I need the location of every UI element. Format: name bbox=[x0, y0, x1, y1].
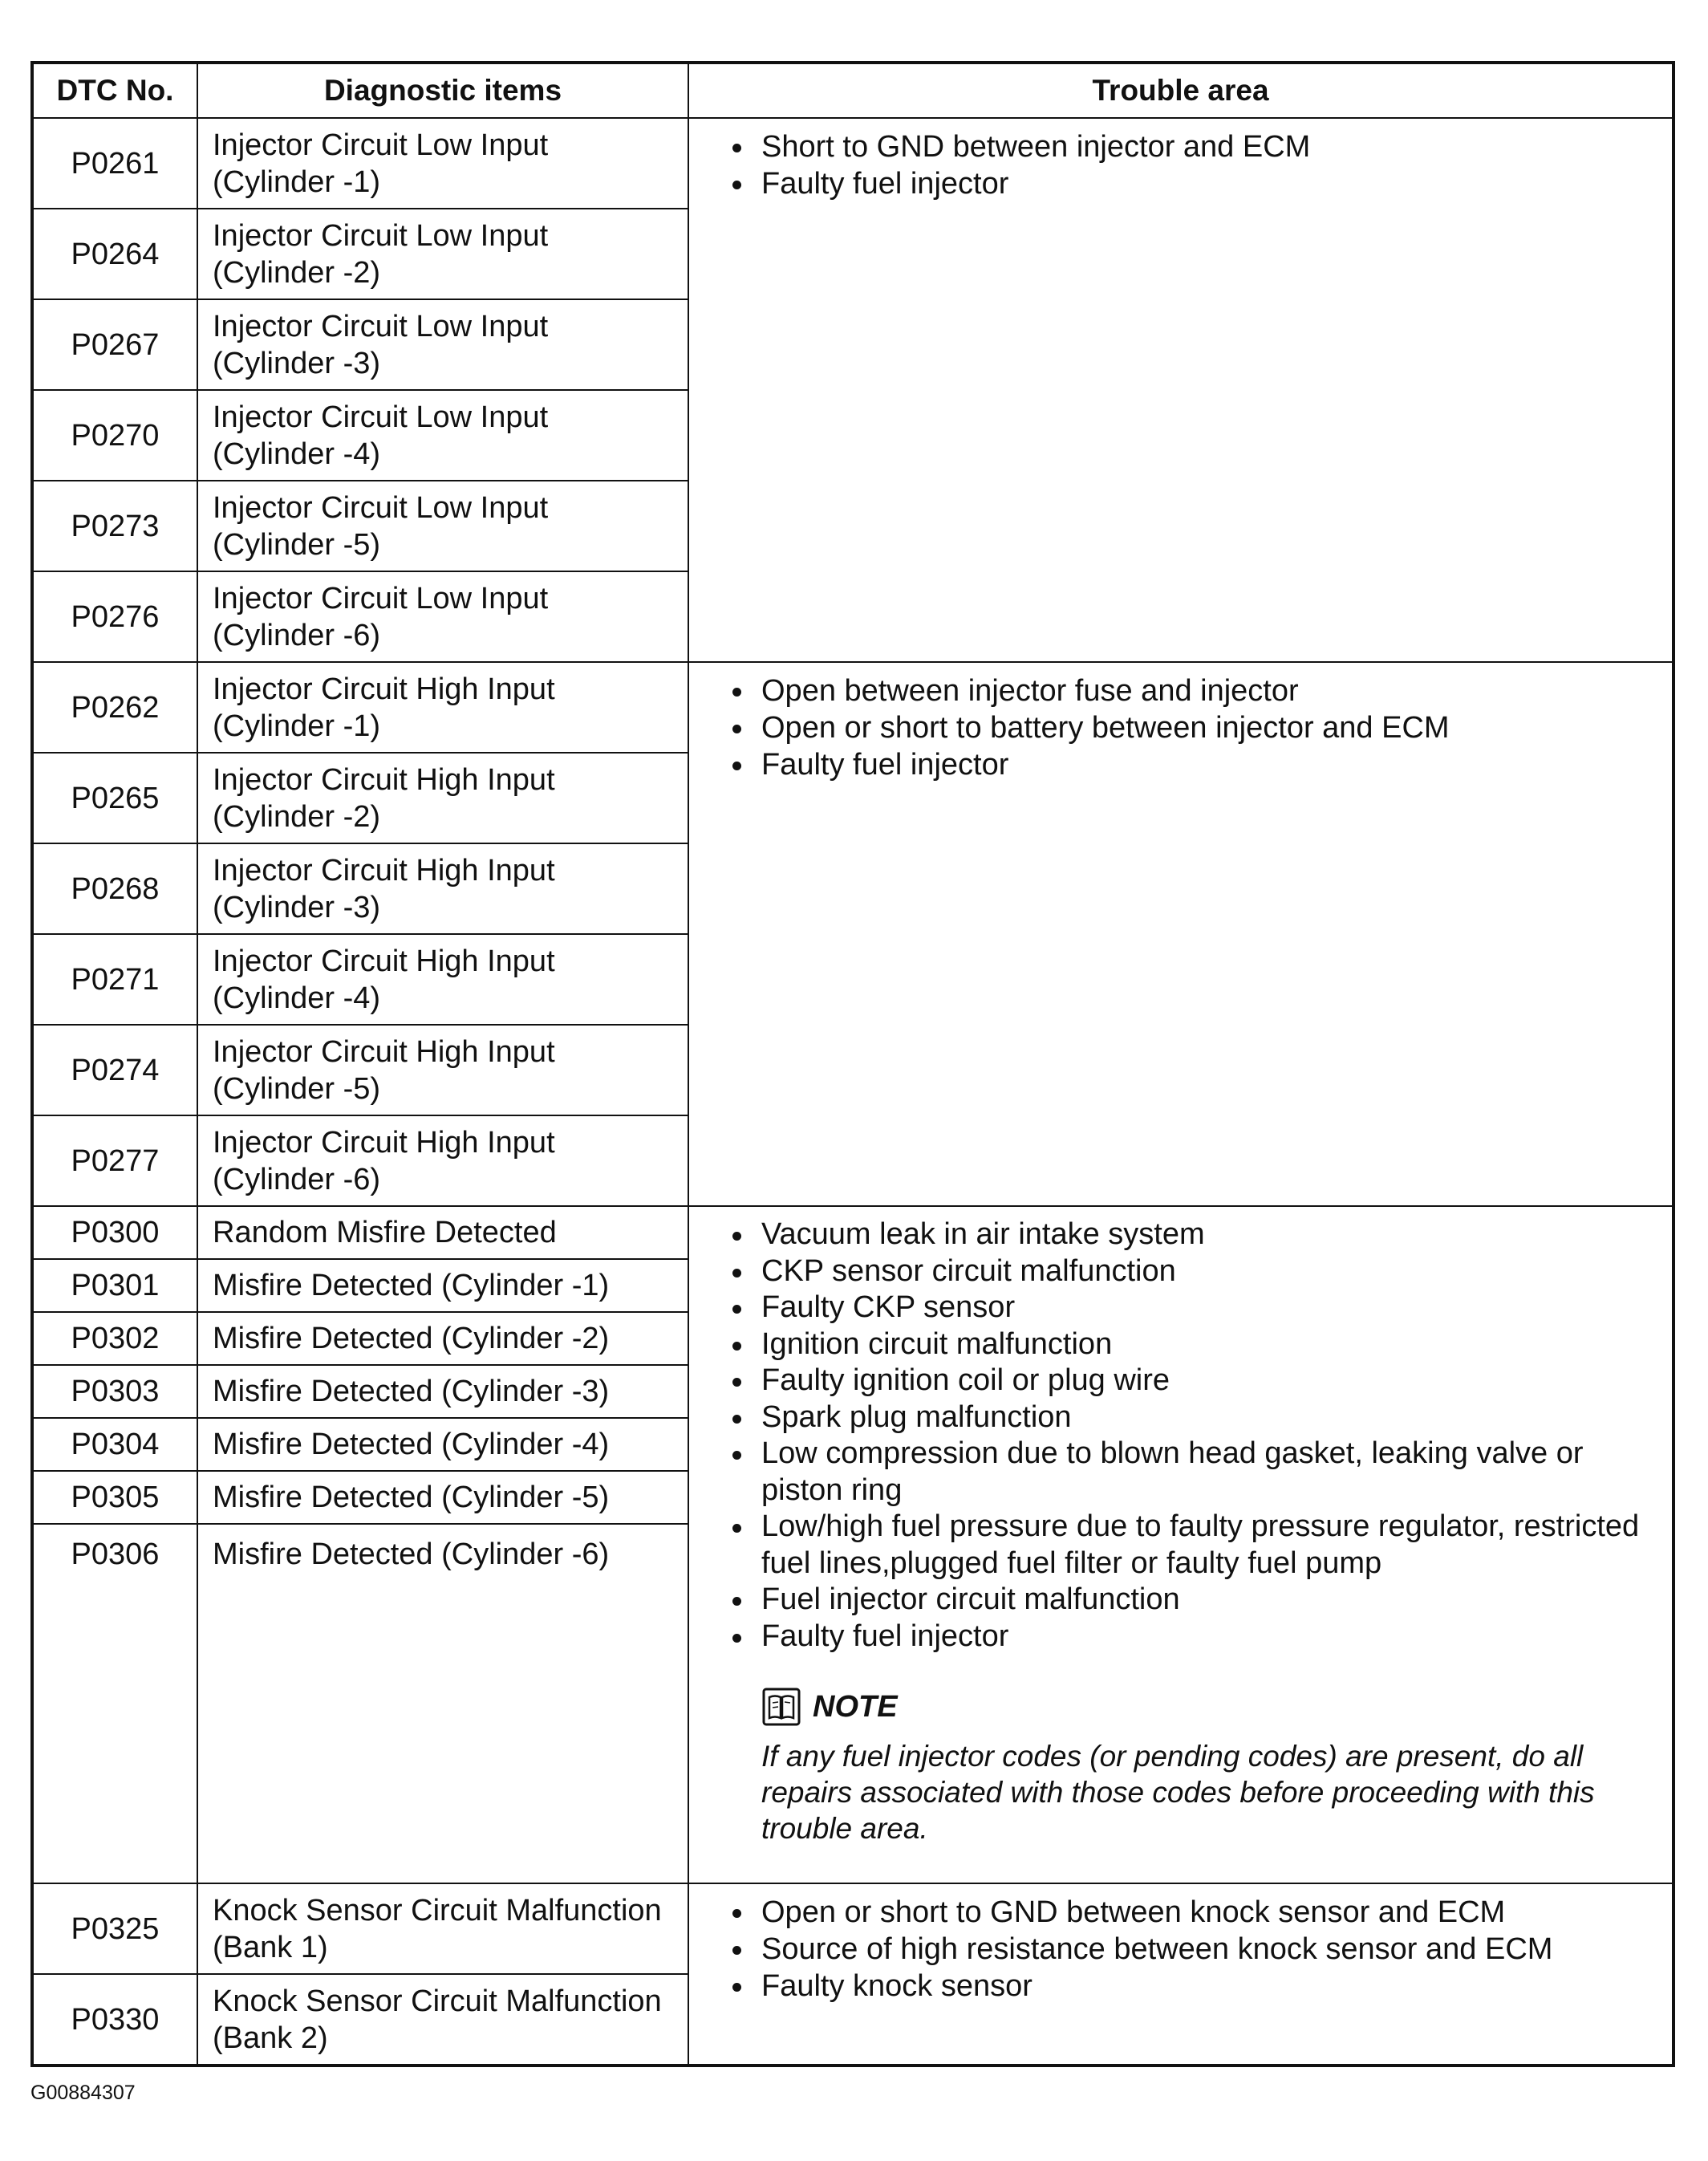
dtc-code: P0270 bbox=[32, 390, 197, 481]
diagnostic-item: Injector Circuit High Input (Cylinder -6) bbox=[197, 1115, 688, 1206]
trouble-area bbox=[688, 662, 1674, 1206]
dtc-code: P0302 bbox=[32, 1312, 197, 1365]
table-row bbox=[32, 118, 1674, 209]
diagnostic-item: Injector Circuit Low Input (Cylinder -1) bbox=[197, 118, 688, 209]
dtc-code: P0306 bbox=[32, 1524, 197, 1883]
dtc-code: P0274 bbox=[32, 1025, 197, 1115]
table-row bbox=[32, 662, 1674, 753]
trouble-bullet: Open or short to GND between knock sensor and ECM bbox=[728, 1894, 1653, 1931]
note-box bbox=[761, 1687, 1653, 1846]
dtc-code: P0273 bbox=[32, 481, 197, 571]
dtc-code: P0303 bbox=[32, 1365, 197, 1418]
dtc-code: P0305 bbox=[32, 1471, 197, 1524]
header-dtc-no: DTC No. bbox=[32, 63, 197, 118]
diagnostic-item: Injector Circuit High Input (Cylinder -2) bbox=[197, 753, 688, 843]
diagnostic-item: Misfire Detected (Cylinder -5) bbox=[197, 1471, 688, 1524]
dtc-code: P0268 bbox=[32, 843, 197, 934]
trouble-bullet: Low/high fuel pressure due to faulty pressure regulator, restricted fuel lines,plugged fuel filter or faulty fuel pump bbox=[728, 1509, 1653, 1582]
trouble-bullet: Spark plug malfunction bbox=[728, 1399, 1653, 1436]
dtc-code: P0265 bbox=[32, 753, 197, 843]
dtc-code: P0261 bbox=[32, 118, 197, 209]
figure-id: G00884307 bbox=[30, 2082, 136, 2104]
diagnostic-item: Injector Circuit High Input (Cylinder -4) bbox=[197, 934, 688, 1025]
diagnostic-item: Injector Circuit Low Input (Cylinder -6) bbox=[197, 571, 688, 662]
table-row bbox=[32, 1883, 1674, 1974]
diagnostic-item: Random Misfire Detected bbox=[197, 1206, 688, 1259]
dtc-code: P0264 bbox=[32, 209, 197, 299]
diagnostic-item: Injector Circuit Low Input (Cylinder -4) bbox=[197, 390, 688, 481]
dtc-code: P0271 bbox=[32, 934, 197, 1025]
header-diagnostic-items: Diagnostic items bbox=[197, 63, 688, 118]
trouble-bullet: Ignition circuit malfunction bbox=[728, 1326, 1653, 1363]
dtc-code: P0301 bbox=[32, 1259, 197, 1312]
diagnostic-item: Misfire Detected (Cylinder -2) bbox=[197, 1312, 688, 1365]
dtc-code: P0325 bbox=[32, 1883, 197, 1974]
diagnostic-item: Knock Sensor Circuit Malfunction (Bank 1) bbox=[197, 1883, 688, 1974]
trouble-bullet: Faulty fuel injector bbox=[728, 1619, 1653, 1655]
diagnostic-item: Injector Circuit Low Input (Cylinder -3) bbox=[197, 299, 688, 390]
diagnostic-item: Misfire Detected (Cylinder -3) bbox=[197, 1365, 688, 1418]
trouble-bullet: Fuel injector circuit malfunction bbox=[728, 1582, 1653, 1619]
trouble-area bbox=[688, 1206, 1674, 1883]
diagnostic-item: Injector Circuit High Input (Cylinder -1) bbox=[197, 662, 688, 753]
trouble-bullet: Short to GND between injector and ECM bbox=[728, 128, 1653, 165]
header-trouble-area: Trouble area bbox=[688, 63, 1674, 118]
trouble-bullet: Open between injector fuse and injector bbox=[728, 672, 1653, 709]
diagnostic-item: Injector Circuit High Input (Cylinder -3) bbox=[197, 843, 688, 934]
header-row bbox=[32, 63, 1674, 118]
diagnostic-item: Misfire Detected (Cylinder -1) bbox=[197, 1259, 688, 1312]
trouble-bullet: Faulty ignition coil or plug wire bbox=[728, 1363, 1653, 1399]
diagnostic-item: Misfire Detected (Cylinder -6) bbox=[197, 1524, 688, 1883]
trouble-bullet: Faulty CKP sensor bbox=[728, 1290, 1653, 1326]
trouble-area bbox=[688, 1883, 1674, 2066]
dtc-code: P0267 bbox=[32, 299, 197, 390]
trouble-bullet: Faulty fuel injector bbox=[728, 165, 1653, 202]
note-header bbox=[761, 1687, 1653, 1727]
dtc-code: P0262 bbox=[32, 662, 197, 753]
table-row bbox=[32, 1206, 1674, 1259]
dtc-code: P0276 bbox=[32, 571, 197, 662]
diagnostic-item: Misfire Detected (Cylinder -4) bbox=[197, 1418, 688, 1471]
note-text: If any fuel injector codes (or pending codes) are present, do all repairs associated with those codes before proceeding with this trouble area. bbox=[761, 1740, 1595, 1845]
diagnostic-item: Injector Circuit Low Input (Cylinder -5) bbox=[197, 481, 688, 571]
dtc-code: P0300 bbox=[32, 1206, 197, 1259]
dtc-code: P0277 bbox=[32, 1115, 197, 1206]
trouble-bullet: Source of high resistance between knock sensor and ECM bbox=[728, 1931, 1653, 1968]
trouble-area bbox=[688, 118, 1674, 662]
trouble-bullet: Low compression due to blown head gasket, leaking valve or piston ring bbox=[728, 1436, 1653, 1509]
trouble-bullet: Open or short to battery between injector and ECM bbox=[728, 709, 1653, 746]
dtc-code: P0330 bbox=[32, 1974, 197, 2066]
trouble-bullet: Vacuum leak in air intake system bbox=[728, 1217, 1653, 1253]
trouble-bullet: CKP sensor circuit malfunction bbox=[728, 1253, 1653, 1290]
book-icon bbox=[761, 1687, 801, 1727]
trouble-bullet: Faulty knock sensor bbox=[728, 1968, 1653, 2005]
dtc-code: P0304 bbox=[32, 1418, 197, 1471]
diagnostic-item: Injector Circuit High Input (Cylinder -5) bbox=[197, 1025, 688, 1115]
diagnostic-item: Injector Circuit Low Input (Cylinder -2) bbox=[197, 209, 688, 299]
dtc-table bbox=[30, 61, 1675, 2067]
trouble-bullet: Faulty fuel injector bbox=[728, 746, 1653, 783]
diagnostic-item: Knock Sensor Circuit Malfunction (Bank 2) bbox=[197, 1974, 688, 2066]
note-title: NOTE bbox=[813, 1690, 898, 1724]
